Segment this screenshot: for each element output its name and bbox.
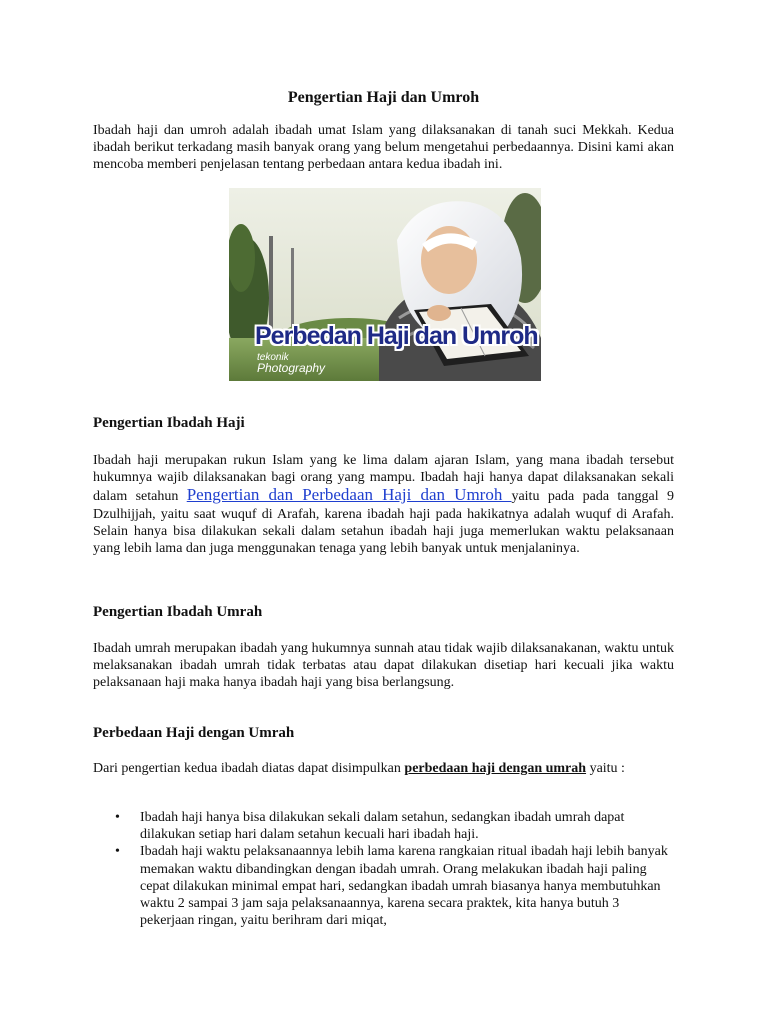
list-item [93,809,674,843]
paragraph-perbedaan-text-1: Dari pengertian kedua ibadah diatas dapat disimpulkan [93,761,405,776]
page-title: Pengertian Haji dan Umroh [287,89,480,106]
bullet-icon: • [115,844,120,860]
paragraph-haji-text-1: Ibadah haji merupakan rukun Islam yang ke lima dalam ajaran Islam, yang mana ibadah tersebut hukumnya wajib dilaksanakan bagi orang yang mampu. Ibadah haji hanya dapat dilaksanakan sekali dalam setahun [93,453,674,505]
image-caption: Perbedan Haji dan Umroh [255,322,538,350]
section-heading-umrah: Pengertian Ibadah Umrah [93,604,263,620]
bullet-icon: • [115,810,120,825]
paragraph-haji-text-2: yaitu pada pada tanggal 9 Dzulhijjah, yaitu saat wuquf di Arafah, karena ibadah haji pada hakikatnya adalah wuquf di Arafah. Selain hanya bisa dilakukan sekali dalam setahun ibadah haji juga memerlukan waktu pelaksanaan yang lebih lama dan juga menggunakan tenaga yang lebih banyak untuk menjalaninya. [93,489,674,557]
section-heading-perbedaan: Perbedaan Haji dengan Umrah [93,725,295,741]
paragraph-haji [93,452,674,557]
hero-image [229,188,541,381]
document-page [93,0,674,1024]
list-item [93,843,674,929]
section-heading-haji: Pengertian Ibadah Haji [93,415,245,431]
paragraph-umrah: Ibadah umrah merupakan ibadah yang hukumnya sunnah atau tidak wajib dilaksanakanan, waktu untuk melaksanakan ibadah umrah tidak terbatas atau dapat dilakukan disetiap hari kecuali jika waktu pelaksanaan haji maka hanya ibadah haji yang bisa berlangsung. [93,641,674,691]
link-perbedaan-haji-umrah[interactable]: perbedaan haji dengan umrah [404,761,587,776]
watermark-line1: tekonik [257,352,289,363]
link-pengertian-perbedaan[interactable]: Pengertian dan Perbedaan Haji dan Umroh [186,485,512,505]
intro-paragraph: Ibadah haji dan umroh adalah ibadah umat Islam yang dilaksanakan di tanah suci Mekkah. Kedua ibadah berikut terkadang masih banyak orang yang belum mengetahui perbedaannya. Disini kami akan mencoba memberi penjelasan tentang perbedaan antara kedua ibadah ini. [93,123,674,173]
list-item-text: Ibadah haji hanya bisa dilakukan sekali dalam setahun, sedangkan ibadah umrah dapat dilakukan setiap hari dalam setahun kecuali hari ibadah haji. [140,810,625,843]
list-item-text: Ibadah haji waktu pelaksanaannya lebih lama karena rangkaian ritual ibadah haji lebih banyak memakan waktu dibandingkan dengan ibadah umrah. Orang melakukan ibadah haji paling cepat dilakukan minimal empat hari, sedangkan ibadah umrah biasanya hanya membutuhkan waktu 2 sampai 3 jam saja pelaksanaannya, karena secara praktek, kita hanya butuh 3 pekerjaan ringan, yaitu berihram dari miqat, [140,844,668,929]
watermark [235,352,325,374]
paragraph-perbedaan-text-2: yaitu : [586,761,625,776]
differences-list [93,809,674,929]
paragraph-perbedaan [93,760,674,777]
watermark-line2: Photography [257,361,326,375]
